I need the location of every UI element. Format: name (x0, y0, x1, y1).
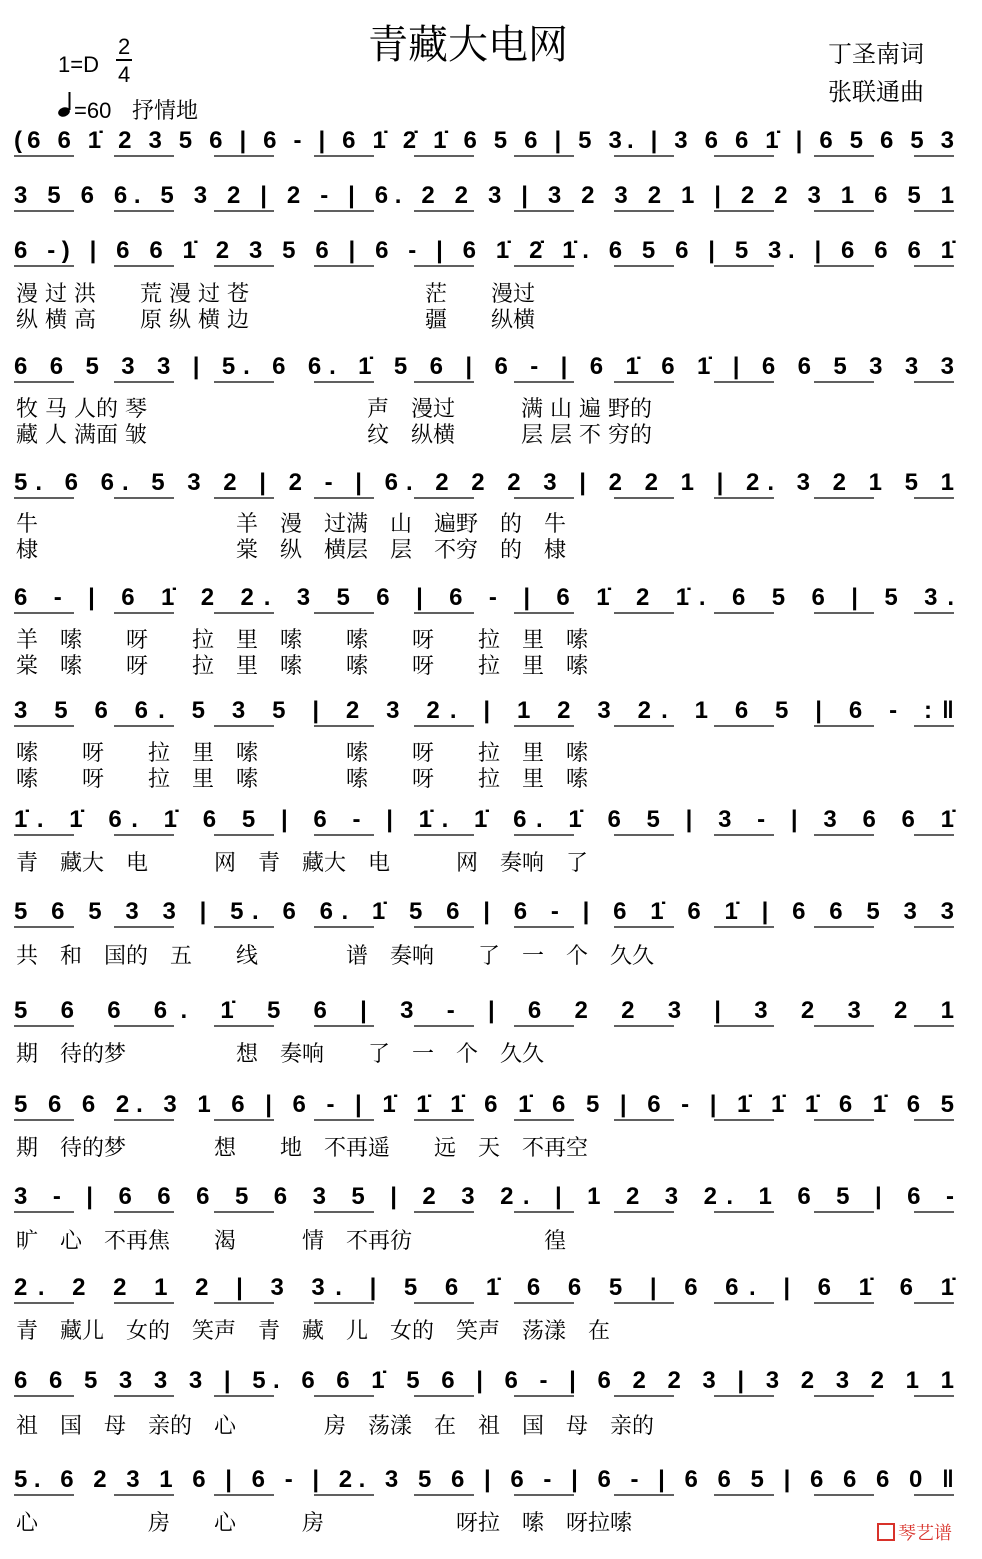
lyric-line: 心 房 心 房 呀拉 嗦 呀拉嗦 (16, 1511, 633, 1536)
lyric-line: 牧 马 人的 琴 声 漫过 满 山 遍 野的 (16, 397, 652, 422)
lyric-line: 期 待的梦 想 奏响 了 一 个 久久 (16, 1042, 545, 1067)
notation-line: 6 6 5 3 3 | 5. 6 6. 1̇ 5 6 | 6 - | 6 1̇ 6 1̇ | 6 6 5 3 3 3 (14, 353, 954, 380)
key-signature: 1=D (58, 52, 99, 77)
lyric-line: 藏 人 满面 皱 纹 纵横 层 层 不 穷的 (16, 423, 652, 448)
lyric-line: 嗦 呀 拉 里 嗦 嗦 呀 拉 里 嗦 (16, 767, 589, 792)
notation-line: 6 6 5 3 3 3 | 5. 6 6 1̇ 5 6 | 6 - | 6 2 2 3 | 3 2 3 2 1 1 (14, 1367, 954, 1394)
notation-line: 6 - | 6 1̇ 2 2. 3 5 6 | 6 - | 6 1̇ 2 1̇. 6 5 6 | 5 3. (14, 584, 954, 611)
lyric-line: 牛 羊 漫 过满 山 遍野 的 牛 (16, 512, 567, 537)
watermark-logo (878, 1523, 952, 1544)
notation-line: (6 6 1̇ 2 3 5 6 | 6 - | 6 1̇ 2̇ 1̇ 6 5 6 | 5 3. | 3 6 6 1̇ | 6 5 6 5 3 (14, 127, 954, 154)
expression-marking: 抒情地 (132, 98, 199, 123)
lyric-line: 羊 嗦 呀 拉 里 嗦 嗦 呀 拉 里 嗦 (16, 628, 589, 653)
lyric-line: 棣 棠 纵 横层 层 不穷 的 棣 (16, 538, 567, 563)
music-systems (14, 127, 956, 1536)
notation-line: 5 6 6 2. 3 1 6 | 6 - | 1̇ 1̇ 1̇ 6 1̇ 6 5 | 6 - | 1̇ 1̇ 1̇ 6 1̇ 6 5 (14, 1091, 955, 1118)
tempo-marking: =60 (74, 98, 112, 123)
lyric-line: 祖 国 母 亲的 心 房 荡漾 在 祖 国 母 亲的 (16, 1414, 655, 1439)
notation-line: 1̇. 1̇ 6. 1̇ 6 5 | 6 - | 1̇. 1̇ 6. 1̇ 6 5 | 3 - | 3 6 6 1̇ (14, 806, 954, 833)
lyric-line: 旷 心 不再焦 渴 情 不再彷 徨 (16, 1229, 567, 1254)
composer-credit: 张联通曲 (828, 78, 924, 106)
notation-line: 5 6 5 3 3 | 5. 6 6. 1̇ 5 6 | 6 - | 6 1̇ 6 1̇ | 6 6 5 3 3 (14, 898, 954, 925)
lyric-line: 青 藏大 电 网 青 藏大 电 网 奏响 了 (16, 851, 589, 876)
quarter-note-icon (57, 92, 71, 118)
time-signature-bottom: 4 (118, 62, 131, 87)
lyric-line: 棠 嗦 呀 拉 里 嗦 嗦 呀 拉 里 嗦 (16, 654, 589, 679)
notation-line: 5. 6 6. 5 3 2 | 2 - | 6. 2 2 2 3 | 2 2 1 | 2. 3 2 1 5 1 (14, 469, 954, 496)
lyricist-credit: 丁圣南词 (828, 40, 924, 68)
notation-line: 5 6 6 6. 1̇ 5 6 | 3 - | 6 2 2 3 | 3 2 3 2 1 (14, 997, 954, 1024)
watermark-text: 琴艺谱 (898, 1523, 952, 1544)
song-title: 青藏大电网 (368, 22, 568, 68)
notation-line: 5. 6 2 3 1 6 | 6 - | 2. 3 5 6 | 6 - | 6 - | 6 6 5 | 6 6 6 0 ‖ (14, 1466, 954, 1493)
lyric-line: 漫 过 洪 荒 漫 过 苍 茫 漫过 (16, 282, 535, 307)
lyric-line: 期 待的梦 想 地 不再遥 远 天 不再空 (16, 1136, 589, 1161)
lyric-line: 青 藏儿 女的 笑声 青 藏 儿 女的 笑声 荡漾 在 (16, 1319, 611, 1344)
notation-line: 2. 2 2 1 2 | 3 3. | 5 6 1̇ 6 6 5 | 6 6. | 6 1̇ 6 1̇ (14, 1274, 955, 1301)
time-signature-top: 2 (118, 34, 131, 59)
lyric-line: 共 和 国的 五 线 谱 奏响 了 一 个 久久 (16, 944, 655, 969)
notation-line: 3 - | 6 6 6 5 6 3 5 | 2 3 2. | 1 2 3 2. 1 6 5 | 6 - (14, 1183, 955, 1210)
notation-line: 3 5 6 6. 5 3 2 | 2 - | 6. 2 2 3 | 3 2 3 2 1 | 2 2 3 1 6 5 1 (14, 182, 954, 209)
notation-line: 3 5 6 6. 5 3 5 | 2 3 2. | 1 2 3 2. 1 6 5 | 6 - :‖ (14, 697, 954, 724)
lyric-line: 纵 横 高 原 纵 横 边 疆 纵横 (16, 308, 535, 333)
lyric-line: 嗦 呀 拉 里 嗦 嗦 呀 拉 里 嗦 (16, 741, 589, 766)
notation-line: 6 -) | 6 6 1̇ 2 3 5 6 | 6 - | 6 1̇ 2̇ 1̇. 6 5 6 | 5 3. | 6 6 6 1̇ (14, 237, 954, 264)
